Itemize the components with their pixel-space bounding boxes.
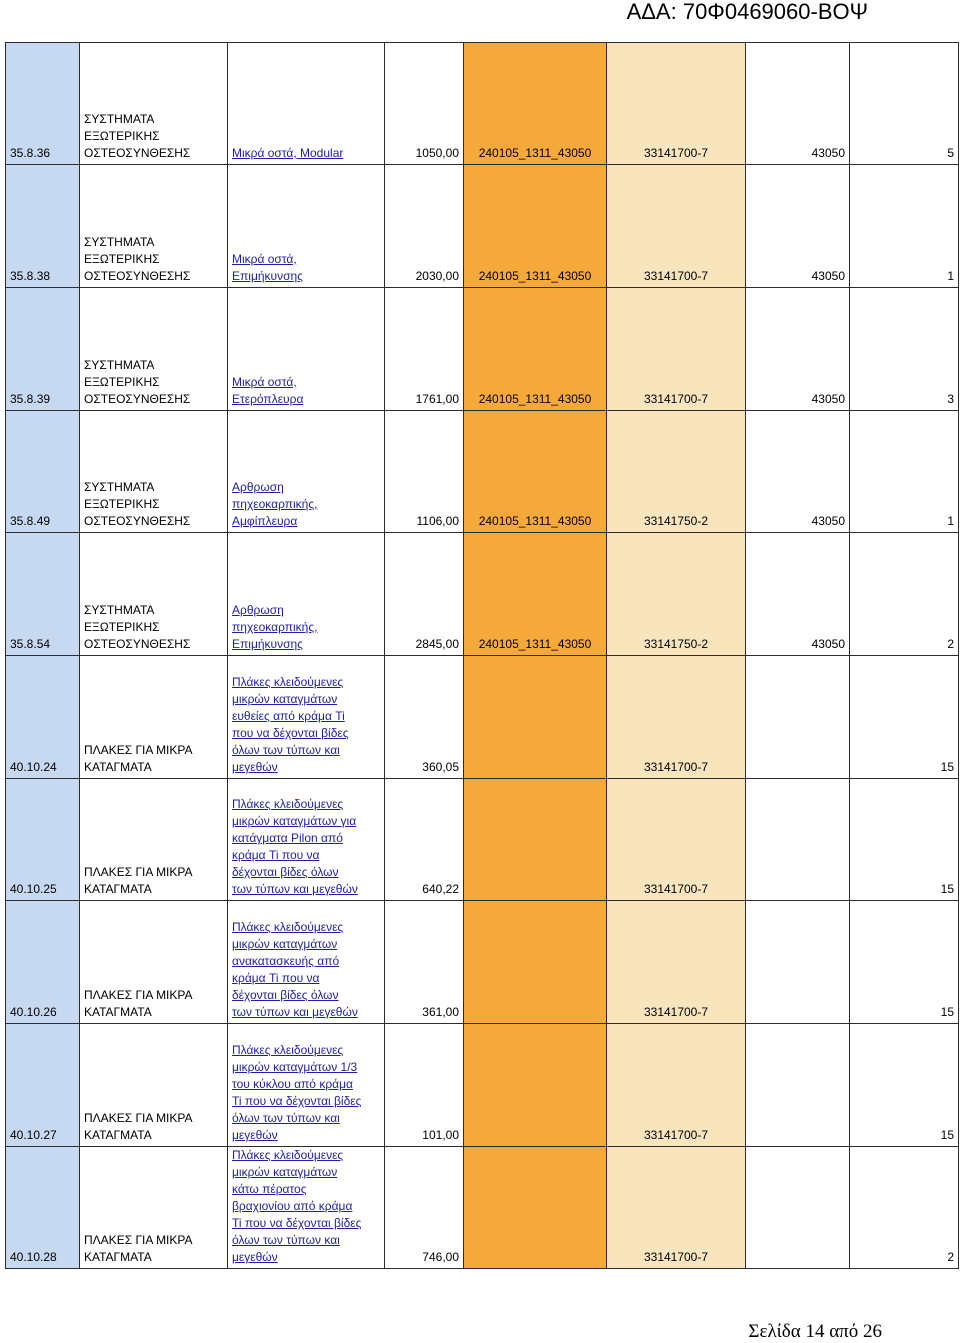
item-description-link[interactable]: Πλάκες κλειδούμενες μικρών καταγμάτων ευθείες από κράμα Ti που να δέχονται βίδες όλων των τύπων και μεγεθών [232, 675, 349, 774]
item-description-link[interactable]: Αρθρωση πηχεοκαρπικής, Αμφίπλευρα [232, 480, 318, 528]
item-quantity-cell [850, 43, 959, 165]
item-category: ΠΛΑΚΕΣ ΓΙΑ ΜΙΚΡΑ ΚΑΤΑΓΜΑΤΑ [84, 988, 193, 1019]
item-cpv-cell [607, 1024, 746, 1147]
item-reference: 240105_1311_43050 [478, 269, 592, 283]
item-cpv-cell [607, 288, 746, 411]
item-reference-cell [464, 533, 607, 656]
item-price-cell [385, 411, 464, 533]
item-price: 1050,00 [415, 146, 459, 160]
item-category-cell [80, 165, 228, 288]
item-quantity-cell [850, 533, 959, 656]
item-price-cell [385, 288, 464, 411]
item-price: 2030,00 [415, 269, 459, 283]
item-cpv-cell [607, 656, 746, 779]
item-category-cell [80, 533, 228, 656]
item-reference-cell [464, 1147, 607, 1269]
item-category-cell [80, 411, 228, 533]
item-code-cell [6, 656, 80, 779]
item-reference-cell [464, 165, 607, 288]
item-cpv-cell [607, 165, 746, 288]
item-reference: 240105_1311_43050 [478, 637, 592, 651]
table-row [6, 1024, 959, 1147]
item-reference: 240105_1311_43050 [478, 514, 592, 528]
item-quantity-cell [850, 656, 959, 779]
item-cpv: 33141750-2 [643, 637, 709, 651]
item-description-link-cell [228, 411, 385, 533]
item-code-cell [6, 43, 80, 165]
item-category: ΠΛΑΚΕΣ ΓΙΑ ΜΙΚΡΑ ΚΑΤΑΓΜΑΤΑ [84, 1111, 193, 1142]
item-reference-cell [464, 901, 607, 1024]
item-price: 1106,00 [416, 514, 459, 528]
item-cpv: 33141700-7 [643, 882, 709, 896]
item-cpv: 33141700-7 [643, 1005, 709, 1019]
item-cpv: 33141700-7 [643, 1250, 709, 1264]
item-quantity: 3 [947, 392, 954, 406]
item-category: ΣΥΣΤΗΜΑΤΑ ΕΞΩΤΕΡΙΚΗΣ ΟΣΤΕΟΣΥΝΘΕΣΗΣ [84, 358, 191, 406]
item-price-cell [385, 656, 464, 779]
item-quantity-cell [850, 1024, 959, 1147]
item-cpv-cell [607, 411, 746, 533]
item-budget-code-cell [746, 533, 850, 656]
item-budget-code: 43050 [811, 269, 845, 283]
page-footer [748, 1321, 882, 1343]
table-body [6, 43, 959, 1269]
item-price-cell [385, 901, 464, 1024]
ada-header: ΑΔΑ: 70Φ0469060-ΒΟΨ [626, 0, 868, 24]
item-price-cell [385, 779, 464, 901]
item-cpv-cell [607, 779, 746, 901]
item-quantity: 2 [947, 637, 954, 651]
table-row [6, 165, 959, 288]
item-quantity-cell [850, 901, 959, 1024]
item-quantity-cell [850, 1147, 959, 1269]
item-description-link-cell [228, 656, 385, 779]
item-budget-code: 43050 [811, 637, 845, 651]
item-cpv-cell [607, 1147, 746, 1269]
item-description-link[interactable]: Μικρά οστά, Modular [232, 146, 344, 160]
item-category: ΣΥΣΤΗΜΑΤΑ ΕΞΩΤΕΡΙΚΗΣ ΟΣΤΕΟΣΥΝΘΕΣΗΣ [84, 235, 191, 283]
item-category: ΣΥΣΤΗΜΑΤΑ ΕΞΩΤΕΡΙΚΗΣ ΟΣΤΕΟΣΥΝΘΕΣΗΣ [84, 112, 191, 160]
item-category: ΠΛΑΚΕΣ ΓΙΑ ΜΙΚΡΑ ΚΑΤΑΓΜΑΤΑ [84, 865, 193, 896]
item-budget-code-cell [746, 901, 850, 1024]
item-code-cell [6, 901, 80, 1024]
item-price: 361,00 [422, 1005, 459, 1019]
item-description-link-cell [228, 43, 385, 165]
item-reference-cell [464, 43, 607, 165]
item-price-cell [385, 533, 464, 656]
footer-total-pages: 26 [863, 1321, 882, 1342]
item-category-cell [80, 1024, 228, 1147]
item-quantity: 2 [947, 1250, 954, 1264]
item-code: 40.10.28 [10, 1250, 57, 1264]
item-reference-cell [464, 1024, 607, 1147]
footer-middle: από [824, 1321, 863, 1342]
item-code: 35.8.36 [10, 146, 51, 160]
item-quantity: 1 [947, 514, 954, 528]
item-category-cell [80, 43, 228, 165]
item-description-link[interactable]: Πλάκες κλειδούμενες μικρών καταγμάτων 1/3 του κύκλου από κράμα Ti που να δέχονται βίδες όλων των τύπων και μεγεθών [232, 1043, 362, 1142]
item-description-link[interactable]: Αρθρωση πηχεοκαρπικής, Επιμήκυνσης [232, 603, 318, 651]
item-category: ΠΛΑΚΕΣ ΓΙΑ ΜΙΚΡΑ ΚΑΤΑΓΜΑΤΑ [84, 1233, 193, 1264]
item-reference-cell [464, 411, 607, 533]
item-cpv: 33141700-7 [643, 269, 709, 283]
item-reference: 240105_1311_43050 [478, 392, 592, 406]
item-code-cell [6, 288, 80, 411]
item-code: 35.8.49 [10, 514, 51, 528]
item-category-cell [80, 779, 228, 901]
item-description-link[interactable]: Πλάκες κλειδούμενες μικρών καταγμάτων κάτω πέρατος βραχιονίου από κράμα Ti που να δέχονται βίδες όλων των τύπων και μεγεθών [232, 1148, 362, 1264]
item-budget-code-cell [746, 779, 850, 901]
table-row [6, 901, 959, 1024]
item-code-cell [6, 411, 80, 533]
item-description-link-cell [228, 1024, 385, 1147]
item-category: ΠΛΑΚΕΣ ΓΙΑ ΜΙΚΡΑ ΚΑΤΑΓΜΑΤΑ [84, 743, 193, 774]
item-description-link-cell [228, 1147, 385, 1269]
item-budget-code: 43050 [811, 392, 845, 406]
item-price-cell [385, 43, 464, 165]
item-cpv-cell [607, 43, 746, 165]
item-description-link[interactable]: Πλάκες κλειδούμενες μικρών καταγμάτων ανακατασκευής από κράμα Ti που να δέχονται βίδες όλων των τύπων και μεγεθών [232, 920, 358, 1019]
item-description-link-cell [228, 901, 385, 1024]
table-row [6, 288, 959, 411]
item-category-cell [80, 288, 228, 411]
item-cpv: 33141700-7 [643, 1128, 709, 1142]
item-description-link[interactable]: Μικρά οστά, Ετερόπλευρα [232, 375, 304, 406]
item-price: 101,00 [422, 1128, 459, 1142]
item-cpv-cell [607, 901, 746, 1024]
item-price: 1761,00 [415, 392, 459, 406]
item-budget-code-cell [746, 411, 850, 533]
item-code-cell [6, 533, 80, 656]
item-reference: 240105_1311_43050 [478, 146, 592, 160]
item-quantity-cell [850, 165, 959, 288]
item-code: 35.8.54 [10, 637, 51, 651]
item-quantity-cell [850, 779, 959, 901]
item-quantity: 5 [947, 146, 954, 160]
item-cpv: 33141700-7 [643, 392, 709, 406]
item-price-cell [385, 1024, 464, 1147]
item-price: 746,00 [422, 1250, 459, 1264]
item-cpv: 33141700-7 [643, 760, 709, 774]
item-reference-cell [464, 779, 607, 901]
item-code: 40.10.26 [10, 1005, 57, 1019]
item-description-link-cell [228, 288, 385, 411]
item-budget-code-cell [746, 656, 850, 779]
item-price-cell [385, 165, 464, 288]
items-table [5, 42, 959, 1269]
item-price: 2845,00 [415, 637, 459, 651]
item-category-cell [80, 1147, 228, 1269]
item-code: 40.10.24 [10, 760, 57, 774]
item-code-cell [6, 165, 80, 288]
item-quantity-cell [850, 411, 959, 533]
item-budget-code-cell [746, 1024, 850, 1147]
item-category: ΣΥΣΤΗΜΑΤΑ ΕΞΩΤΕΡΙΚΗΣ ΟΣΤΕΟΣΥΝΘΕΣΗΣ [84, 480, 191, 528]
footer-page-number: 14 [805, 1321, 825, 1342]
item-quantity: 1 [947, 269, 954, 283]
item-code: 35.8.39 [10, 392, 51, 406]
item-budget-code-cell [746, 43, 850, 165]
table-row [6, 779, 959, 901]
table-row [6, 656, 959, 779]
item-category-cell [80, 901, 228, 1024]
table-row [6, 43, 959, 165]
item-description-link-cell [228, 165, 385, 288]
item-reference-cell [464, 656, 607, 779]
item-cpv: 33141700-7 [643, 146, 709, 160]
item-quantity: 15 [940, 760, 954, 774]
item-price-cell [385, 1147, 464, 1269]
item-cpv-cell [607, 533, 746, 656]
item-cpv: 33141750-2 [643, 514, 709, 528]
item-price: 640,22 [422, 882, 459, 896]
item-budget-code: 43050 [811, 146, 845, 160]
item-category-cell [80, 656, 228, 779]
table-row [6, 411, 959, 533]
item-description-link[interactable]: Μικρά οστά, Επιμήκυνσης [232, 252, 303, 283]
item-description-link-cell [228, 533, 385, 656]
item-description-link-cell [228, 779, 385, 901]
item-budget-code-cell [746, 165, 850, 288]
item-quantity: 15 [940, 882, 954, 896]
table-row [6, 533, 959, 656]
item-code-cell [6, 1024, 80, 1147]
item-code: 35.8.38 [10, 269, 51, 283]
item-quantity: 15 [940, 1128, 954, 1142]
item-code-cell [6, 1147, 80, 1269]
footer-prefix: Σελίδα [748, 1321, 806, 1342]
table-row [6, 1147, 959, 1269]
item-category: ΣΥΣΤΗΜΑΤΑ ΕΞΩΤΕΡΙΚΗΣ ΟΣΤΕΟΣΥΝΘΕΣΗΣ [84, 603, 191, 651]
item-quantity-cell [850, 288, 959, 411]
item-budget-code-cell [746, 1147, 850, 1269]
item-reference-cell [464, 288, 607, 411]
item-code: 40.10.27 [10, 1128, 57, 1142]
item-quantity: 15 [940, 1005, 954, 1019]
item-budget-code: 43050 [811, 514, 845, 528]
item-budget-code-cell [746, 288, 850, 411]
item-description-link[interactable]: Πλάκες κλειδούμενες μικρών καταγμάτων για κατάγματα Pilon από κράμα Ti που να δέχονται βίδες όλων των τύπων και μεγεθών [232, 797, 358, 896]
item-code: 40.10.25 [10, 882, 57, 896]
item-code-cell [6, 779, 80, 901]
item-price: 360,05 [422, 760, 459, 774]
